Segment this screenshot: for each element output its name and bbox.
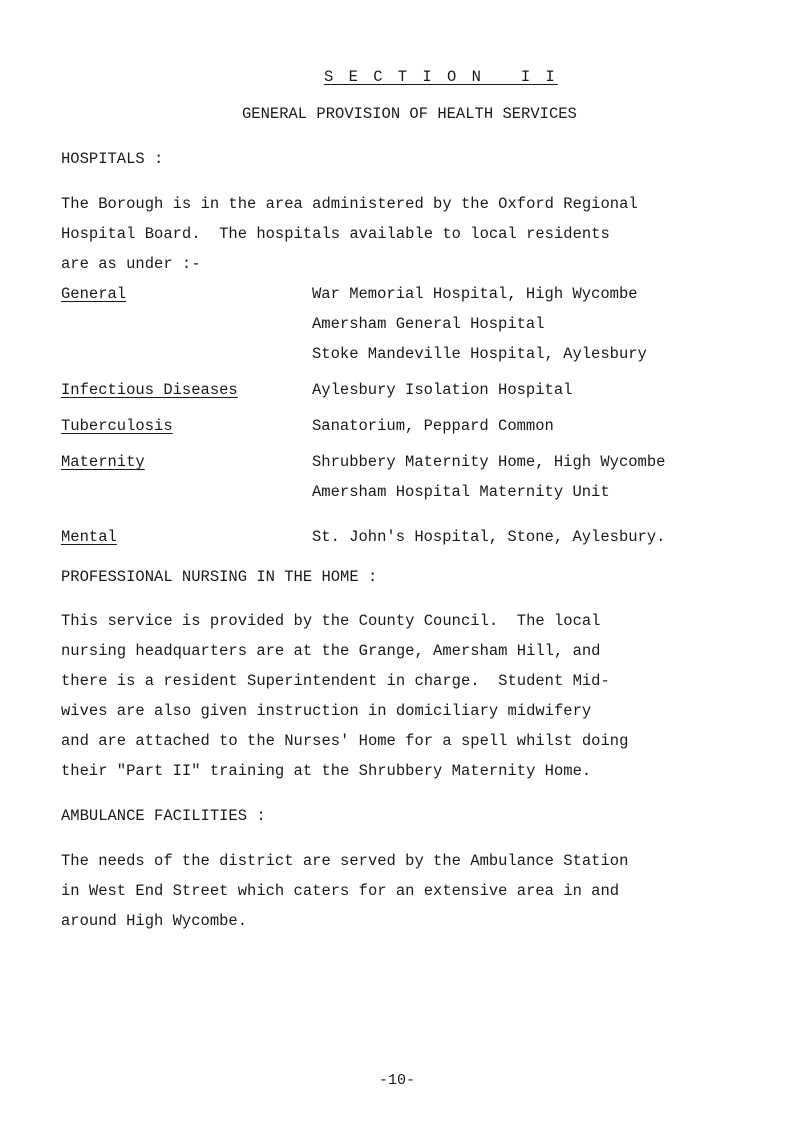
page-number: -10-	[379, 1072, 416, 1089]
nursing-line: nursing headquarters are at the Grange, Amersham Hill, and	[61, 642, 601, 660]
category-label-mental: Mental	[61, 528, 117, 546]
hospital-entry: War Memorial Hospital, High Wycombe	[312, 285, 638, 303]
ambulance-line: in West End Street which caters for an extensive area in and	[61, 882, 620, 900]
hospitals-intro-line: are as under :-	[61, 255, 201, 273]
hospitals-intro-line: Hospital Board. The hospitals available to local residents	[61, 225, 610, 243]
ambulance-line: around High Wycombe.	[61, 912, 248, 930]
nursing-heading: PROFESSIONAL NURSING IN THE HOME :	[61, 568, 378, 586]
hospital-entry: St. John's Hospital, Stone, Aylesbury.	[312, 528, 666, 546]
category-label-tuberculosis: Tuberculosis	[61, 417, 173, 435]
category-label-infectious-diseases: Infectious Diseases	[61, 381, 238, 399]
nursing-line: and are attached to the Nurses' Home for a spell whilst doing	[61, 732, 629, 750]
nursing-line: their "Part II" training at the Shrubbery Maternity Home.	[61, 762, 592, 780]
category-label-maternity: Maternity	[61, 453, 145, 471]
nursing-line: there is a resident Superintendent in charge. Student Mid-	[61, 672, 610, 690]
hospital-entry: Amersham General Hospital	[312, 315, 545, 333]
ambulance-line: The needs of the district are served by the Ambulance Station	[61, 852, 629, 870]
hospital-entry: Aylesbury Isolation Hospital	[312, 381, 573, 399]
section-title: S E C T I O N I I	[324, 68, 558, 86]
hospital-entry: Stoke Mandeville Hospital, Aylesbury	[312, 345, 647, 363]
nursing-line: wives are also given instruction in domiciliary midwifery	[61, 702, 592, 720]
ambulance-heading: AMBULANCE FACILITIES :	[61, 807, 266, 825]
hospitals-heading: HOSPITALS :	[61, 150, 164, 168]
hospital-entry: Sanatorium, Peppard Common	[312, 417, 554, 435]
category-label-general: General	[61, 285, 127, 303]
hospital-entry: Shrubbery Maternity Home, High Wycombe	[312, 453, 666, 471]
main-heading: GENERAL PROVISION OF HEALTH SERVICES	[242, 105, 577, 123]
nursing-line: This service is provided by the County Council. The local	[61, 612, 601, 630]
hospitals-intro-line: The Borough is in the area administered by the Oxford Regional	[61, 195, 638, 213]
hospital-entry: Amersham Hospital Maternity Unit	[312, 483, 610, 501]
